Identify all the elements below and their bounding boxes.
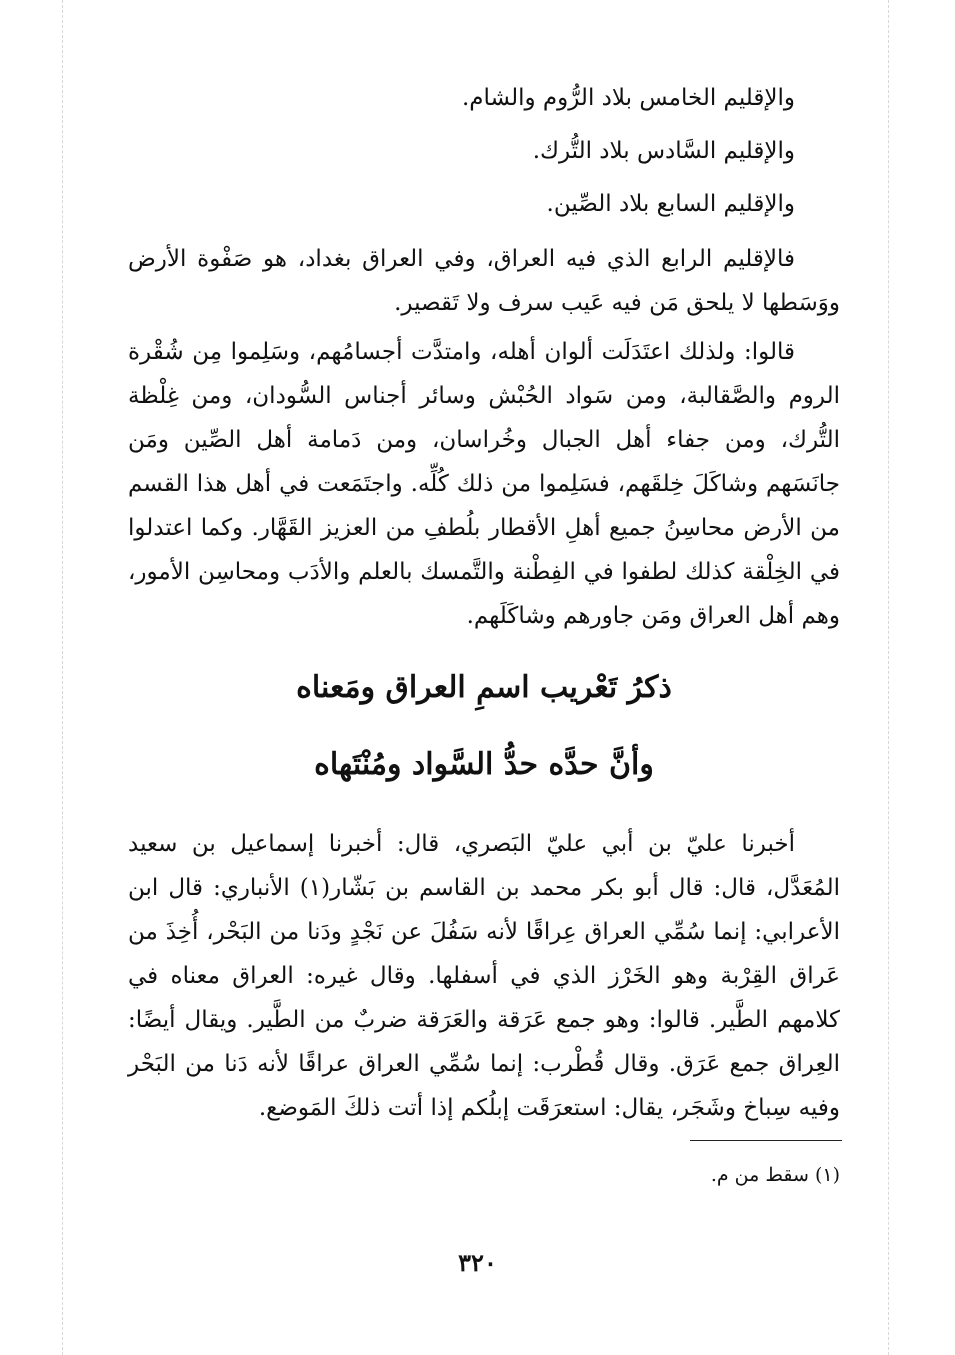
climate-seventh: والإقليم السابع بلاد الصِّين. [546,191,795,217]
climate-fifth: والإقليم الخامس بلاد الرُّوم والشام. [462,85,795,111]
scan-guide-right [888,0,889,1355]
climate-sixth: والإقليم السَّادس بلاد التُّرك. [532,138,795,164]
paragraph-qalu: قالوا: ولذلك اعتَدَلَت ألوان أهله، وامتدَّت أجسامُهم، وسَلِموا مِن شُقْرة الروم والصَّقالبة، ومن سَواد الحُبْش وسائر أجناس السُّودان، ومن غِلْظة التُّرك، ومن جفاء أهل الجبال وخُراسان، ومن دَمامة أهل الصِّين ومَن جانَسَهم وشاكَلَ خِلقَهم، فسَلِموا من ذلك كُلِّه. واجتَمَعت في أهل هذا القسم من الأرض محاسِنُ جميع أهلِ الأقطار بلُطفِ من العزيز القَهَّار. وكما اعتدلوا في الخِلْقة كذلك لطفوا في الفِطْنة والتَّمسك بالعلم والأدَب ومحاسِن الأمور، وهم أهل العراق ومَن جاورهم وشاكَلَهم. [128,339,840,629]
section-heading-line-2: وأنَّ حدَّه حدُّ السَّواد ومُنْتَهاه [314,747,654,782]
footnote-separator [690,1140,842,1141]
climates-list [128,72,840,231]
paragraph-qalu-block [128,330,840,638]
scan-guide-left [62,0,63,1355]
page-number: ٣٢٠ [458,1248,497,1277]
paragraph-iraq-name: أخبرنا عليّ بن أبي عليّ البَصري، قال: أخبرنا إسماعيل بن سعيد المُعَدَّل، قال: قال أبو بكر محمد بن القاسم بن بَشّار(١) الأنباري: قال ابن الأعرابي: إنما سُمِّي العراق عِراقًا لأنه سَفُلَ عن نَجْدٍ ودَنا من البَحْر، أُخِذَ من عَراق القِرْبة وهو الخَرْز الذي في أسفلها. وقال غيره: العراق معناه في كلامهم الطَّير. قالوا: وهو جمع عَرَقة والعَرَقة ضربٌ من الطَّير. ويقال أيضًا: العِراق جمع عَرَق. وقال قُطْرب: إنما سُمِّي العراق عراقًا لأنه دَنا من البَحْر وفيه سِباخ وشَجَر، يقال: استعرَقَت إبلُكم إذا أتت ذلكَ المَوضع. [128,831,840,1121]
footnote: (١) سقط من م. [710,1164,840,1186]
section-heading-line-1: ذكرُ تَعْريب اسمِ العراق ومَعناه [296,670,672,705]
paragraph-iraq-name-block [128,822,840,1130]
paragraph-fourth-climate-block [128,237,840,325]
paragraph-fourth-climate: فالإقليم الرابع الذي فيه العراق، وفي العراق بغداد، هو صَفْوة الأرض ووَسَطها لا يلحق مَن فيه عَيب سرف ولا تَقصير. [128,246,840,316]
